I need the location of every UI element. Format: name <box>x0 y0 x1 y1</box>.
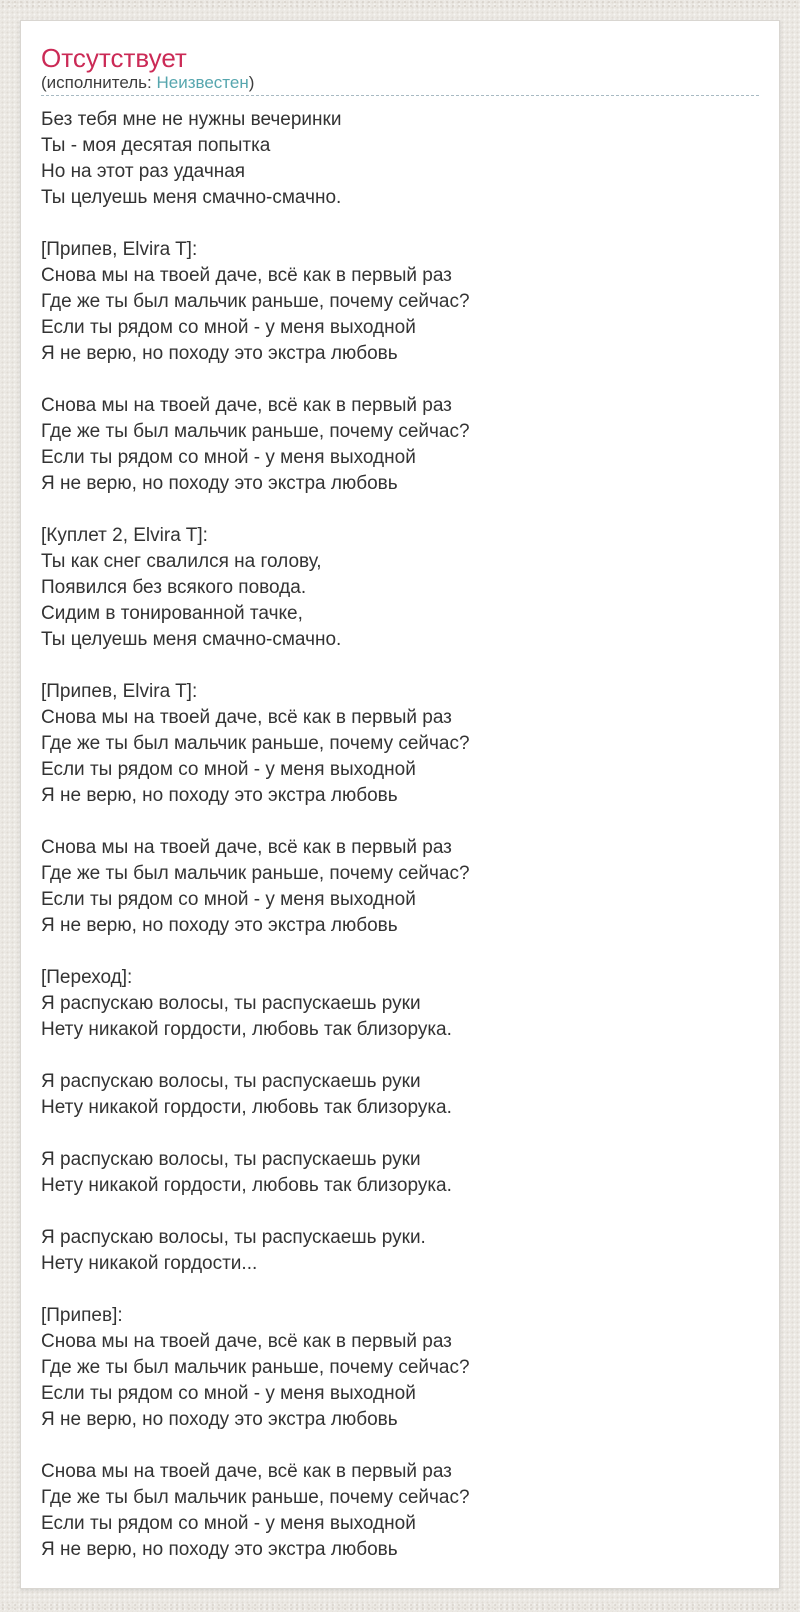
section-label: [Куплет 2, Elvira T]: <box>41 525 208 546</box>
blank-line <box>41 653 759 679</box>
lyric-line: Нету никакой гордости... <box>41 1253 258 1274</box>
blank-line <box>41 497 759 523</box>
artist-line <box>41 73 759 93</box>
blank-line <box>41 1199 759 1225</box>
lyric-line: Без тебя мне не нужны вечеринки <box>41 109 342 130</box>
lyric-line: Но на этот раз удачная <box>41 161 246 182</box>
lyric-line: Где же ты был мальчик раньше, почему сейчас? <box>41 1357 470 1378</box>
lyric-line: Ты целуешь меня смачно-смачно. <box>41 187 342 208</box>
lyric-line: Я не верю, но походу это экстра любовь <box>41 915 398 936</box>
lyric-line: Снова мы на твоей даче, всё как в первый раз <box>41 1461 452 1482</box>
lyric-line: Если ты рядом со мной - у меня выходной <box>41 447 416 468</box>
page-texture-bottom <box>0 1603 800 1612</box>
blank-line <box>41 1433 759 1459</box>
blank-line <box>41 1043 759 1069</box>
artist-link[interactable]: Неизвестен <box>156 73 249 92</box>
blank-line <box>41 939 759 965</box>
lyric-line: Снова мы на твоей даче, всё как в первый раз <box>41 265 452 286</box>
lyric-line: Я не верю, но походу это экстра любовь <box>41 785 398 806</box>
lyric-line: Снова мы на твоей даче, всё как в первый раз <box>41 837 452 858</box>
lyrics-card <box>20 20 780 1589</box>
lyric-line: Ты - моя десятая попытка <box>41 135 271 156</box>
blank-line <box>41 367 759 393</box>
blank-line <box>41 1277 759 1303</box>
lyric-line: Я не верю, но походу это экстра любовь <box>41 343 398 364</box>
lyric-line: Я не верю, но походу это экстра любовь <box>41 1539 398 1560</box>
lyric-line: Если ты рядом со мной - у меня выходной <box>41 1383 416 1404</box>
lyric-line: Где же ты был мальчик раньше, почему сейчас? <box>41 291 470 312</box>
lyric-line: Ты как снег свалился на голову, <box>41 551 322 572</box>
lyric-line: Нету никакой гордости, любовь так близорука. <box>41 1019 452 1040</box>
section-label: [Припев, Elvira T]: <box>41 681 198 702</box>
lyric-line: Если ты рядом со мной - у меня выходной <box>41 759 416 780</box>
lyric-line: Если ты рядом со мной - у меня выходной <box>41 317 416 338</box>
lyric-line: Я не верю, но походу это экстра любовь <box>41 1409 398 1430</box>
lyric-line: Снова мы на твоей даче, всё как в первый раз <box>41 1331 452 1352</box>
section-label: [Переход]: <box>41 967 133 988</box>
lyric-line: Нету никакой гордости, любовь так близорука. <box>41 1175 452 1196</box>
lyric-line: Где же ты был мальчик раньше, почему сейчас? <box>41 1487 470 1508</box>
lyric-line: Снова мы на твоей даче, всё как в первый раз <box>41 395 452 416</box>
lyric-line: Где же ты был мальчик раньше, почему сейчас? <box>41 863 470 884</box>
lyric-line: Снова мы на твоей даче, всё как в первый раз <box>41 707 452 728</box>
page-texture-top <box>0 0 800 9</box>
lyric-line: Я распускаю волосы, ты распускаешь руки <box>41 993 421 1014</box>
blank-line <box>41 211 759 237</box>
lyric-line: Я распускаю волосы, ты распускаешь руки <box>41 1071 421 1092</box>
song-header <box>41 43 759 96</box>
lyric-line: Где же ты был мальчик раньше, почему сейчас? <box>41 421 470 442</box>
blank-line <box>41 809 759 835</box>
lyric-line: Я распускаю волосы, ты распускаешь руки. <box>41 1227 426 1248</box>
artist-suffix: ) <box>248 73 255 92</box>
lyrics-block <box>41 107 759 1563</box>
lyric-line: Ты целуешь меня смачно-смачно. <box>41 629 342 650</box>
section-label: [Припев]: <box>41 1305 123 1326</box>
lyric-line: Если ты рядом со мной - у меня выходной <box>41 1513 416 1534</box>
lyric-line: Я распускаю волосы, ты распускаешь руки <box>41 1149 421 1170</box>
lyric-line: Нету никакой гордости, любовь так близорука. <box>41 1097 452 1118</box>
lyric-line: Где же ты был мальчик раньше, почему сейчас? <box>41 733 470 754</box>
lyric-line: Если ты рядом со мной - у меня выходной <box>41 889 416 910</box>
blank-line <box>41 1121 759 1147</box>
artist-prefix: (исполнитель: <box>41 73 157 92</box>
lyric-line: Я не верю, но походу это экстра любовь <box>41 473 398 494</box>
song-title: Отсутствует <box>41 43 187 73</box>
lyric-line: Сидим в тонированной тачке, <box>41 603 303 624</box>
lyric-line: Появился без всякого повода. <box>41 577 307 598</box>
section-label: [Припев, Elvira T]: <box>41 239 198 260</box>
